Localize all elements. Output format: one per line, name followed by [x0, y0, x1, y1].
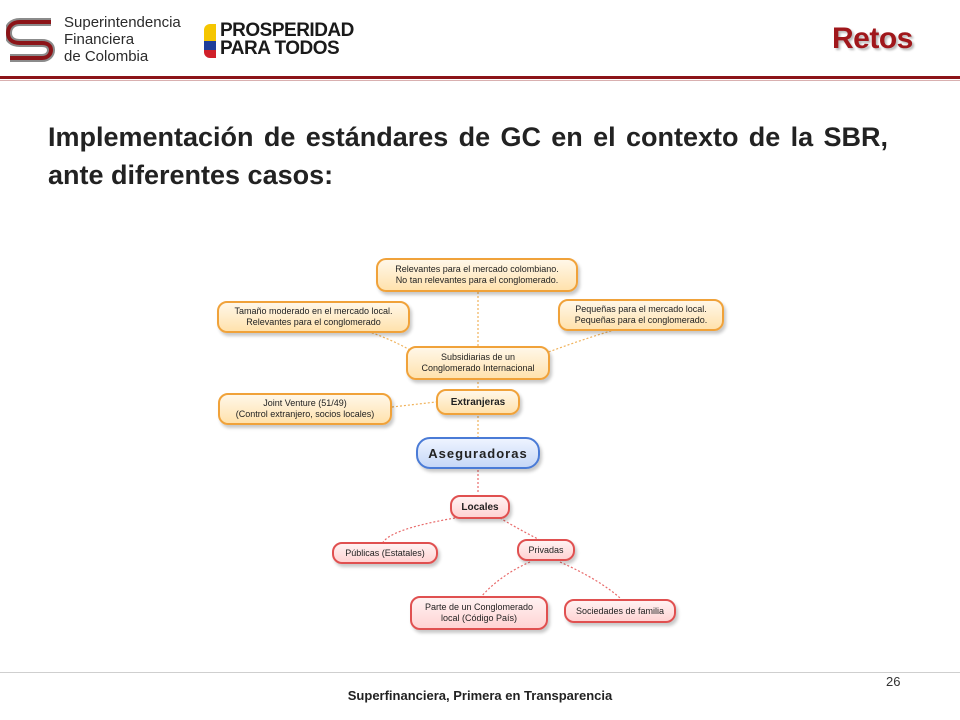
footer-tagline: Superfinanciera, Primera en Transparencia — [347, 688, 613, 703]
node-relevantes-line-2: No tan relevantes para el conglomerado. — [395, 275, 559, 285]
node-locales[interactable] — [450, 495, 510, 519]
node-privadas[interactable] — [517, 539, 575, 561]
node-locales-label: Locales — [461, 501, 499, 513]
footer-divider — [0, 672, 960, 673]
node-relevantes-line-1: Relevantes para el mercado colombiano. — [395, 264, 559, 274]
node-relevantes[interactable] — [376, 258, 578, 292]
header-divider-shadow — [0, 80, 960, 81]
node-joint-line-1: Joint Venture (51/49) — [263, 398, 347, 408]
slide-heading: Implementación de estándares de GC en el contexto de la SBR, ante diferentes casos: — [48, 122, 888, 190]
node-publicas[interactable] — [332, 542, 438, 564]
node-subsidiarias[interactable] — [406, 346, 550, 380]
node-tamano-line-2: Relevantes para el conglomerado — [246, 317, 381, 327]
node-pequenas[interactable] — [558, 299, 724, 331]
prosperidad-logo[interactable] — [202, 22, 352, 62]
node-parte-line-2: local (Código País) — [440, 613, 518, 623]
connector-joint — [392, 402, 436, 407]
node-parte-conglomerado[interactable] — [410, 596, 548, 630]
header — [0, 0, 960, 80]
prosperidad-logo-text — [220, 22, 354, 58]
node-joint-line-2: (Control extranjero, socios locales) — [235, 409, 375, 419]
sfc-logo-line-3: de Colombia — [64, 48, 149, 65]
sfc-logo-line-1: Superintendencia — [64, 14, 181, 31]
sfc-logo-line-2: Financiera — [64, 31, 135, 48]
slide-title — [832, 22, 913, 62]
sfc-logo-text — [64, 14, 181, 65]
colombia-flag-icon — [204, 24, 216, 58]
connector-sociedades — [560, 562, 620, 598]
node-sociedades[interactable] — [564, 599, 676, 623]
mind-map-diagram — [200, 240, 740, 640]
node-parte-line-1: Parte de un Conglomerado — [424, 602, 534, 612]
prosperidad-line-2: PARA TODOS — [220, 38, 340, 59]
node-publicas-label: Públicas (Estatales) — [345, 547, 425, 558]
connector-privadas — [500, 518, 540, 540]
page-number: 26 — [886, 674, 901, 689]
node-extranjeras-label: Extranjeras — [450, 396, 506, 408]
sfc-logo[interactable] — [6, 12, 181, 66]
node-sociedades-label: Sociedades de familia — [575, 605, 665, 616]
node-joint-venture[interactable] — [218, 393, 392, 425]
node-subsidiarias-line-1: Subsidiarias de un — [440, 352, 516, 362]
node-privadas-label: Privadas — [528, 544, 564, 555]
header-divider — [0, 76, 960, 79]
connector-parte — [480, 562, 530, 598]
node-aseguradoras-label: Aseguradoras — [428, 445, 528, 461]
node-aseguradoras[interactable] — [416, 437, 540, 469]
node-extranjeras[interactable] — [436, 389, 520, 415]
sfc-emblem-icon — [6, 16, 56, 64]
node-pequenas-line-1: Pequeñas para el mercado local. — [575, 304, 707, 314]
node-tamano[interactable] — [217, 301, 410, 333]
connector-publicas — [382, 518, 455, 545]
node-subsidiarias-line-2: Conglomerado Internacional — [421, 363, 535, 373]
node-pequenas-line-2: Pequeñas para el conglomerado. — [574, 315, 708, 325]
node-tamano-line-1: Tamaño moderado en el mercado local. — [234, 306, 393, 316]
slide-title-text: Retos — [832, 22, 913, 55]
prosperidad-line-1: PROSPERIDAD — [220, 20, 354, 41]
